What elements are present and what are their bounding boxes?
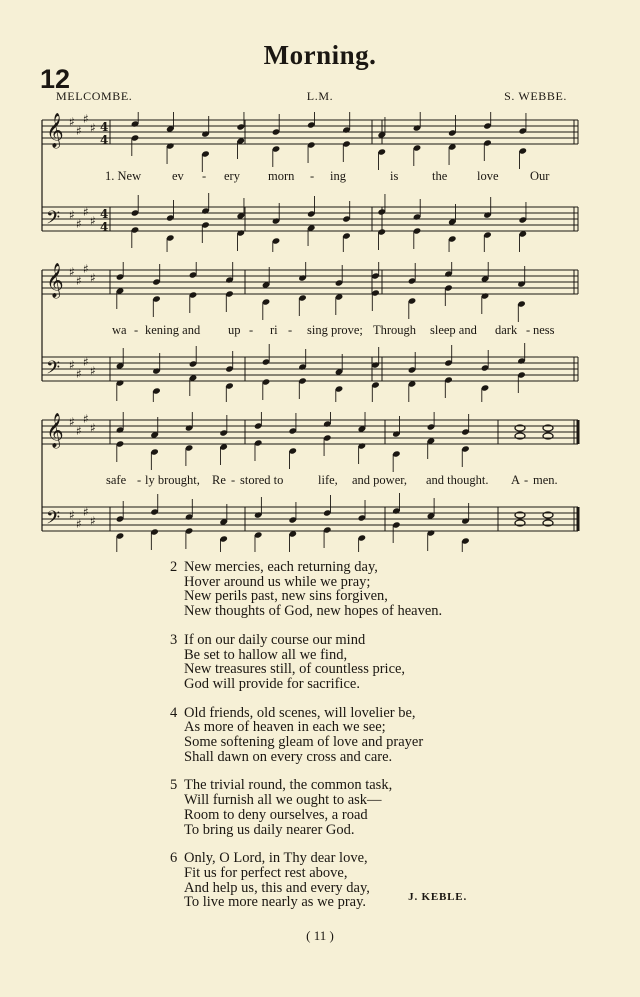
treble-clef-icon: 𝄞 (46, 413, 64, 448)
bass-clef-icon: 𝄢 (46, 208, 61, 233)
verse-6 (170, 851, 530, 910)
composer: S. WEBBE. (504, 89, 567, 103)
tune-name: MELCOMBE. (56, 89, 133, 103)
lyric-syllable: ness (533, 323, 555, 337)
verses (170, 560, 530, 924)
verse-text: If on our daily course our mind (184, 631, 366, 648)
lyric-syllable: the (432, 169, 448, 183)
lyric-syllable: - (202, 169, 207, 183)
lyric-syllable: Our (530, 169, 550, 183)
author: J. KEBLE. (408, 891, 467, 903)
verse-4 (170, 706, 530, 765)
verse-line: To live more nearly as we pray. (184, 894, 367, 911)
treble-clef-icon: 𝄞 (46, 263, 64, 298)
sharp-icon: ♯ (83, 412, 89, 426)
lyric-syllable: - (288, 323, 293, 337)
lyric-syllable: ev (172, 169, 184, 183)
lyric-syllable: Re (212, 473, 226, 487)
verse-line (170, 560, 530, 575)
treble-clef-icon: 𝄞 (46, 113, 64, 148)
verse-line (170, 778, 530, 793)
sharp-icon: ♯ (83, 355, 89, 369)
verse-line (170, 633, 530, 648)
sharp-icon: ♯ (90, 271, 96, 285)
time-signature-icon: 4 (100, 133, 109, 147)
sharp-icon: ♯ (76, 274, 82, 288)
verse-number: 6 (170, 850, 178, 867)
lyric-syllable: dark (495, 323, 518, 337)
lyric-syllable: sleep and (430, 323, 477, 337)
lyric-syllable: - (134, 323, 139, 337)
verse-line: Hover around us while we pray; (184, 573, 371, 590)
sharp-icon: ♯ (76, 124, 82, 138)
verse-line: Shall dawn on every cross and care. (184, 748, 393, 765)
sharp-icon: ♯ (90, 514, 96, 528)
verse-number: 5 (170, 777, 178, 794)
verse-line: As more of heaven in each we see; (184, 719, 386, 736)
verse-3 (170, 633, 530, 692)
verse-line: To bring us daily nearer God. (184, 821, 355, 838)
verse-text: Old friends, old scenes, will lovelier be, (184, 704, 416, 721)
lyric-syllable: ri (270, 323, 278, 337)
verse-2 (170, 560, 530, 619)
sharp-icon: ♯ (76, 424, 82, 438)
lyric-syllable: and power, (352, 473, 408, 487)
verse-line (170, 851, 530, 866)
lyric-syllable: - (524, 473, 529, 487)
sharp-icon: ♯ (90, 421, 96, 435)
verse-line: Be set to hallow all we find, (184, 646, 348, 663)
verse-line: And help us, this and every day, (184, 879, 370, 896)
time-signature-icon: 4 (100, 207, 109, 221)
hymn-title: Morning. (263, 40, 377, 70)
lyric-syllable: ery (224, 169, 240, 183)
lyric-syllable: men. (533, 473, 558, 487)
sharp-icon: ♯ (83, 205, 89, 219)
lyric-syllable: Through (373, 323, 417, 337)
time-signature-icon: 4 (100, 220, 109, 234)
sharp-icon: ♯ (69, 358, 75, 372)
verse-line: New perils past, new sins forgiven, (184, 588, 388, 605)
verse-line: Fit us for perfect rest above, (184, 864, 348, 881)
verse-text: Only, O Lord, in Thy dear love, (184, 850, 368, 867)
bass-clef-icon: 𝄢 (46, 508, 61, 533)
verse-number: 3 (170, 631, 178, 648)
lyric-syllable: and thought. (426, 473, 489, 487)
verse-number: 4 (170, 704, 178, 721)
verse-5 (170, 778, 530, 837)
verse-line: Some softening gleam of love and prayer (184, 734, 424, 751)
verse-text: The trivial round, the common task, (184, 777, 393, 794)
page-number: ( 11 ) (306, 928, 334, 943)
lyric-syllable: ly brought, (145, 473, 200, 487)
hymn-number: 12 (40, 64, 71, 94)
lyric-syllable: - (137, 473, 142, 487)
lyric-syllable: morn (268, 169, 295, 183)
verse-line: God will provide for sacrifice. (184, 675, 360, 692)
verse-line: Room to deny ourselves, a road (184, 806, 368, 823)
sharp-icon: ♯ (76, 217, 82, 231)
lyric-syllable: is (390, 169, 399, 183)
lyric-syllable: life, (318, 473, 338, 487)
verse-text: New mercies, each returning day, (184, 559, 378, 575)
bass-clef-icon: 𝄢 (46, 358, 61, 383)
music-system-2 (0, 262, 640, 402)
lyric-syllable: safe (106, 473, 127, 487)
music-system-1 (0, 112, 640, 252)
lyric-syllable: up (228, 323, 241, 337)
lyric-syllable: - (526, 323, 531, 337)
lyric-syllable: - (231, 473, 236, 487)
lyric-syllable: - (310, 169, 315, 183)
lyric-syllable: 1. New (105, 169, 142, 183)
sharp-icon: ♯ (69, 208, 75, 222)
sharp-icon: ♯ (90, 121, 96, 135)
sharp-icon: ♯ (83, 262, 89, 276)
verse-line: Will furnish all we ought to ask— (184, 792, 382, 809)
verse-line (170, 706, 530, 721)
lyric-syllable: stored to (240, 473, 284, 487)
music-system-3 (0, 412, 640, 552)
lyric-syllable: wa (112, 323, 127, 337)
sharp-icon: ♯ (69, 265, 75, 279)
sharp-icon: ♯ (90, 364, 96, 378)
sharp-icon: ♯ (83, 505, 89, 519)
verse-number: 2 (170, 559, 178, 575)
lyric-syllable: kening and (145, 323, 201, 337)
verse-line: New treasures still, of countless price, (184, 661, 406, 678)
sharp-icon: ♯ (76, 367, 82, 381)
time-signature-icon: 4 (100, 120, 109, 134)
sharp-icon: ♯ (69, 508, 75, 522)
verse-line: New thoughts of God, new hopes of heaven. (184, 603, 443, 620)
sharp-icon: ♯ (90, 214, 96, 228)
lyric-syllable: ing (330, 169, 346, 183)
lyric-syllable: - (249, 323, 254, 337)
lyric-syllable: A (511, 473, 521, 487)
sharp-icon: ♯ (76, 517, 82, 531)
sharp-icon: ♯ (83, 112, 89, 126)
sharp-icon: ♯ (69, 415, 75, 429)
meter: L.M. (306, 89, 334, 103)
sharp-icon: ♯ (69, 115, 75, 129)
lyric-syllable: sing prove; (307, 323, 363, 337)
lyric-syllable: love (477, 169, 499, 183)
